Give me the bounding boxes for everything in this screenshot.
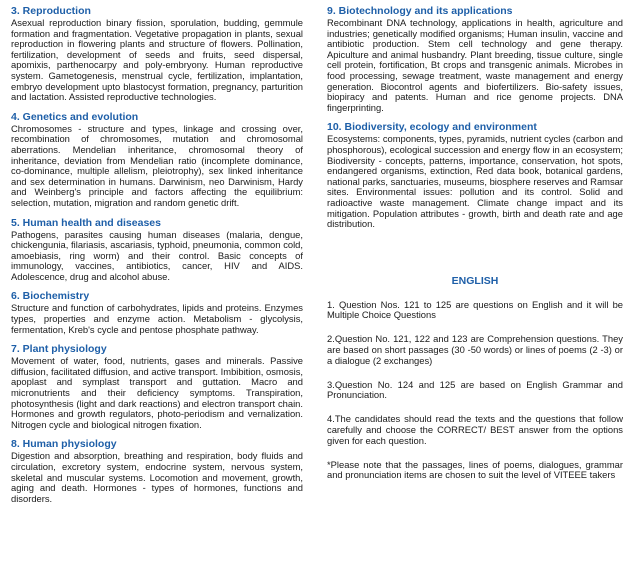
section-title: 8. Human physiology [11,438,117,451]
section-body: Chromosomes - structure and types, linkage and crossing over, recombination of chromosomes, mutation and chromosomal aberrations. Mendelian inheritance, chromosomal theory of inheritance, deviation from Mendelian ratio (incomplete dominance, co-dominance, multiple allelism, pleiotrophy), sex linked inheritance and sex determination in humans. Darwinism, neo Darwinism, Hardy and Weinberg's principle and factors affecting the equilibrium: selection, mutation, migration and random genetic drift. [11,122,303,208]
section-body: Movement of water, food, nutrients, gases and minerals. Passive diffusion, facilitated diffusion, and active transport. Imbibition, osmosis, apoplast and symplast transport and guttation. Macro and micronutrients and their deficiency symptoms. Transpiration, photosynthesis (light and dark reactions) and electron transport chain. Hormones and growth regulators, photo-periodism and vernalization. Nitrogen cycle and biological nitrogen fixation. [11,355,303,430]
section-biodiversity-ecology [327,121,623,229]
section-body: Pathogens, parasites causing human diseases (malaria, dengue, chickengunia, filariasis, ascariasis, typhoid, pneumonia, common cold, amoebiasis, ring worm) and their control. Basic concepts of immunology, vaccines, antibiotics, cancer, HIV and AIDS. Adolescence, drug and alcohol abuse. [11,228,303,282]
section-title: 9. Biotechnology and its applications [327,5,513,17]
english-paragraph: 2.Question No. 121, 122 and 123 are Comprehension questions. They are based on short passages (30 -50 words) or lines of poems (2 -3) or a dialogue (2 exchanges) [327,333,623,366]
section-biotechnology [327,5,623,113]
section-reproduction [11,5,303,103]
section-body: Ecosystems: components, types, pyramids, nutrient cycles (carbon and phosphorous), ecological succession and energy flow in an ecosystem; Biodiversity - concepts, patterns, importance, conservation, hot spots, endangered organisms, extinction, Red data book, botanical gardens, national parks, sanctuaries, museums, biosphere reserves and Ramsar sites. Environmental issues: pollution and its control. Solid and radioactive waste management. Climate change impact and its mitigation. Population attributes - growth, birth and death rate and age distribution. [327,133,623,230]
left-column [11,5,303,512]
section-title: 6. Biochemistry [11,290,90,303]
english-paragraph: 3.Question No. 124 and 125 are based on English Grammar and Pronunciation. [327,378,623,401]
section-title: 3. Reproduction [11,5,91,17]
section-plant-physiology [11,343,303,430]
english-title: ENGLISH [451,274,499,287]
section-body: Structure and function of carbohydrates, lipids and proteins. Enzymes types, properties and enzyme action. Metabolism - glycolysis, fermentation, Kreb's cycle and pentose phosphate pathway. [11,302,303,335]
section-human-physiology [11,438,303,504]
section-body: Recombinant DNA technology, applications in health, agriculture and industries; genetically modified organisms; Human insulin, vaccine and antibiotic production. Stem cell technology and gene therapy. Apiculture and animal husbandry. Plant breeding, tissue culture, single cell protein, fortification, Bt crops and transgenic animals. Microbes in food processing, sewage treatment, waste management and energy generation. Biocontrol agents and biofertilizers. Bio-safety issues, biopiracy and patents. Human and rice genome projects. DNA fingerprinting. [327,17,623,113]
right-column [327,5,623,494]
english-paragraph: *Please note that the passages, lines of poems, dialogues, grammar and pronunciation items are chosen to suit the level of VITEEE takers [327,458,623,481]
section-biochemistry [11,290,303,335]
section-title: 7. Plant physiology [11,343,107,356]
section-body: Digestion and absorption, breathing and respiration, body fluids and circulation, excretory system, endocrine system, nervous system, skeletal and muscular systems. Locomotion and movement, growth, aging and death. Hormones - types of hormones, functions and disorders. [11,450,303,504]
section-title: 4. Genetics and evolution [11,110,139,123]
english-paragraph: 1. Question Nos. 121 to 125 are questions on English and it will be Multiple Choice Questions [327,298,623,321]
english-section [327,275,623,482]
section-title: 10. Biodiversity, ecology and environment [327,121,537,134]
section-title: 5. Human health and diseases [11,216,161,229]
english-paragraph: 4.The candidates should read the texts and the questions that follow carefully and choose the CORRECT/ BEST answer from the options given for each question. [327,413,623,446]
section-genetics-and-evolution [11,111,303,209]
section-human-health-and-diseases [11,217,303,283]
section-body: Asexual reproduction binary fission, sporulation, budding, gemmule formation and fragmentation. Vegetative propagation in plants, sexual reproduction in flowering plants and structure of flowers. Pollination, fertilization, development of seeds and fruits, seed dispersal, apomixis, parthenocarpy and poly-embryony. Human reproductive system. Gametogenesis, menstrual cycle, fertilization, implantation, embryo development upto blastocyst formation, pregnancy, parturition and lactation. Assisted reproductive technologies. [11,17,303,103]
